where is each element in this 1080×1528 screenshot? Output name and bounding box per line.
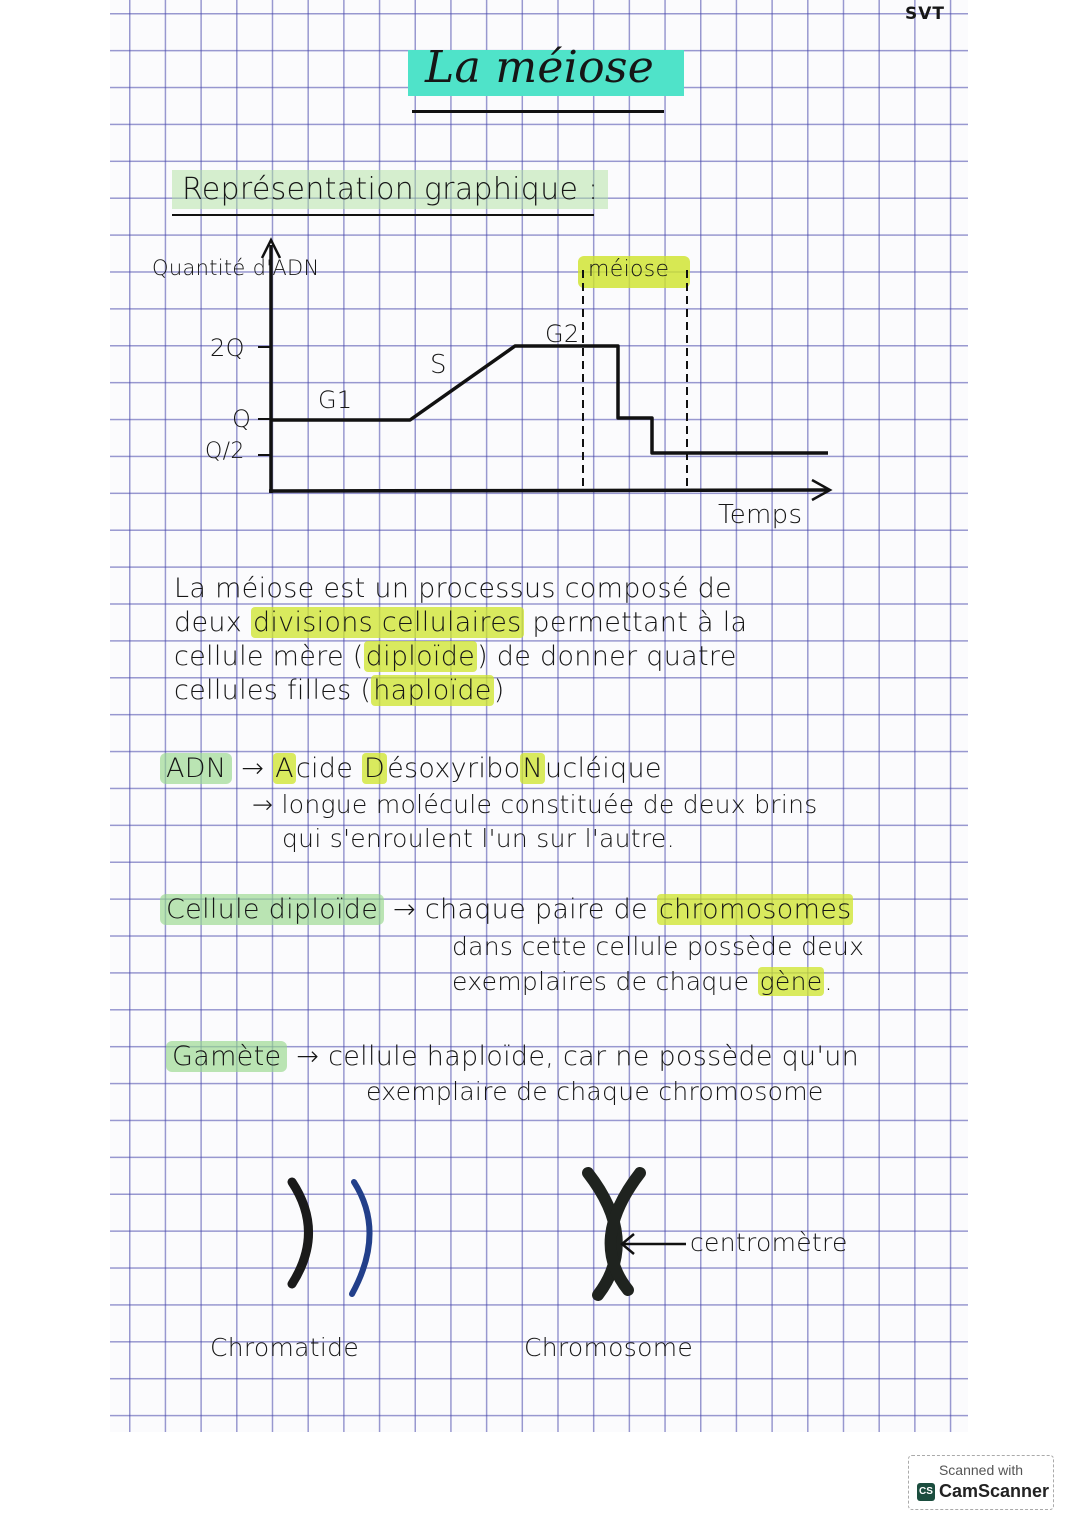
diploide-line-2: dans cette cellule possède deux <box>452 932 865 961</box>
text: cellule mère ( <box>174 641 364 672</box>
diploide-line-3 <box>452 965 833 999</box>
highlight-divisions-cellulaires: divisions cellulaires <box>252 607 522 638</box>
phase-label-g2: G2 <box>545 320 580 348</box>
dna-curve <box>271 346 828 453</box>
text: ) <box>493 675 505 706</box>
page-title: La méiose <box>425 42 655 93</box>
term-cellule-diploide: Cellule diploïde <box>160 894 384 925</box>
camscanner-logo-icon: CS <box>917 1483 935 1501</box>
x-axis <box>269 490 828 491</box>
arrow-icon: → <box>296 1041 320 1072</box>
chromosome-label: Chromosome <box>524 1333 694 1362</box>
meiosis-annotation: méiose <box>588 257 670 282</box>
y-axis-label: Quantité d'ADN <box>152 256 320 280</box>
term-gamete: Gamète <box>166 1041 287 1072</box>
text: ) de donner quatre <box>477 641 737 672</box>
subject-label: SVT <box>905 4 945 24</box>
highlight-chromosomes: chromosomes <box>658 894 852 925</box>
gamete-line-2: exemplaire de chaque chromosome <box>366 1077 824 1106</box>
text: cellule haploïde, car ne possède qu'un <box>328 1041 860 1072</box>
gamete-line-1 <box>166 1040 859 1074</box>
intro-line-4 <box>174 674 505 708</box>
camscanner-watermark <box>908 1455 1054 1510</box>
text: permettant à la <box>523 607 748 638</box>
intro-line-1: La méiose est un processus composé de <box>174 573 732 604</box>
section-heading: Représentation graphique : <box>172 170 608 209</box>
text: . <box>824 967 833 996</box>
text: ésoxyribo <box>387 753 521 784</box>
phase-label-g1: G1 <box>318 386 353 414</box>
text: cide <box>295 753 363 784</box>
highlight-gene: gène <box>759 967 823 996</box>
text: ucléique <box>544 753 662 784</box>
adn-line-3: qui s'enroulent l'un sur l'autre. <box>282 824 675 853</box>
scanned-with-text: Scanned with <box>938 1462 1024 1478</box>
arrow-icon: → <box>393 894 416 925</box>
y-tick-label-q-half: Q/2 <box>205 439 245 464</box>
term-adn: ADN <box>160 753 232 784</box>
text: exemplaires de chaque <box>452 967 758 996</box>
y-tick-label-2q: 2Q <box>210 334 245 362</box>
y-tick-label-q: Q <box>232 405 252 433</box>
text: deux <box>174 607 251 638</box>
diploide-line-1 <box>160 893 853 927</box>
adn-line-1 <box>160 752 662 786</box>
adn-line-2: → longue molécule constituée de deux brins <box>252 790 818 819</box>
text: cellules filles ( <box>174 675 372 706</box>
centromere-label: centromètre <box>690 1228 848 1257</box>
highlight-diploide: diploïde <box>365 641 476 672</box>
chromatide-label: Chromatide <box>210 1333 359 1362</box>
highlight-haploide: haploïde <box>373 675 492 706</box>
x-axis-label: Temps <box>718 500 803 530</box>
highlight-letter-d: D <box>364 753 386 784</box>
camscanner-app-name: CamScanner <box>939 1481 1050 1501</box>
phase-label-s: S <box>430 350 447 380</box>
highlight-letter-n: N <box>522 753 543 784</box>
intro-line-3 <box>174 640 737 674</box>
text: chaque paire de <box>424 894 657 925</box>
highlight-letter-a: A <box>275 753 294 784</box>
arrow-icon: → <box>241 753 265 784</box>
intro-line-2 <box>174 606 747 640</box>
